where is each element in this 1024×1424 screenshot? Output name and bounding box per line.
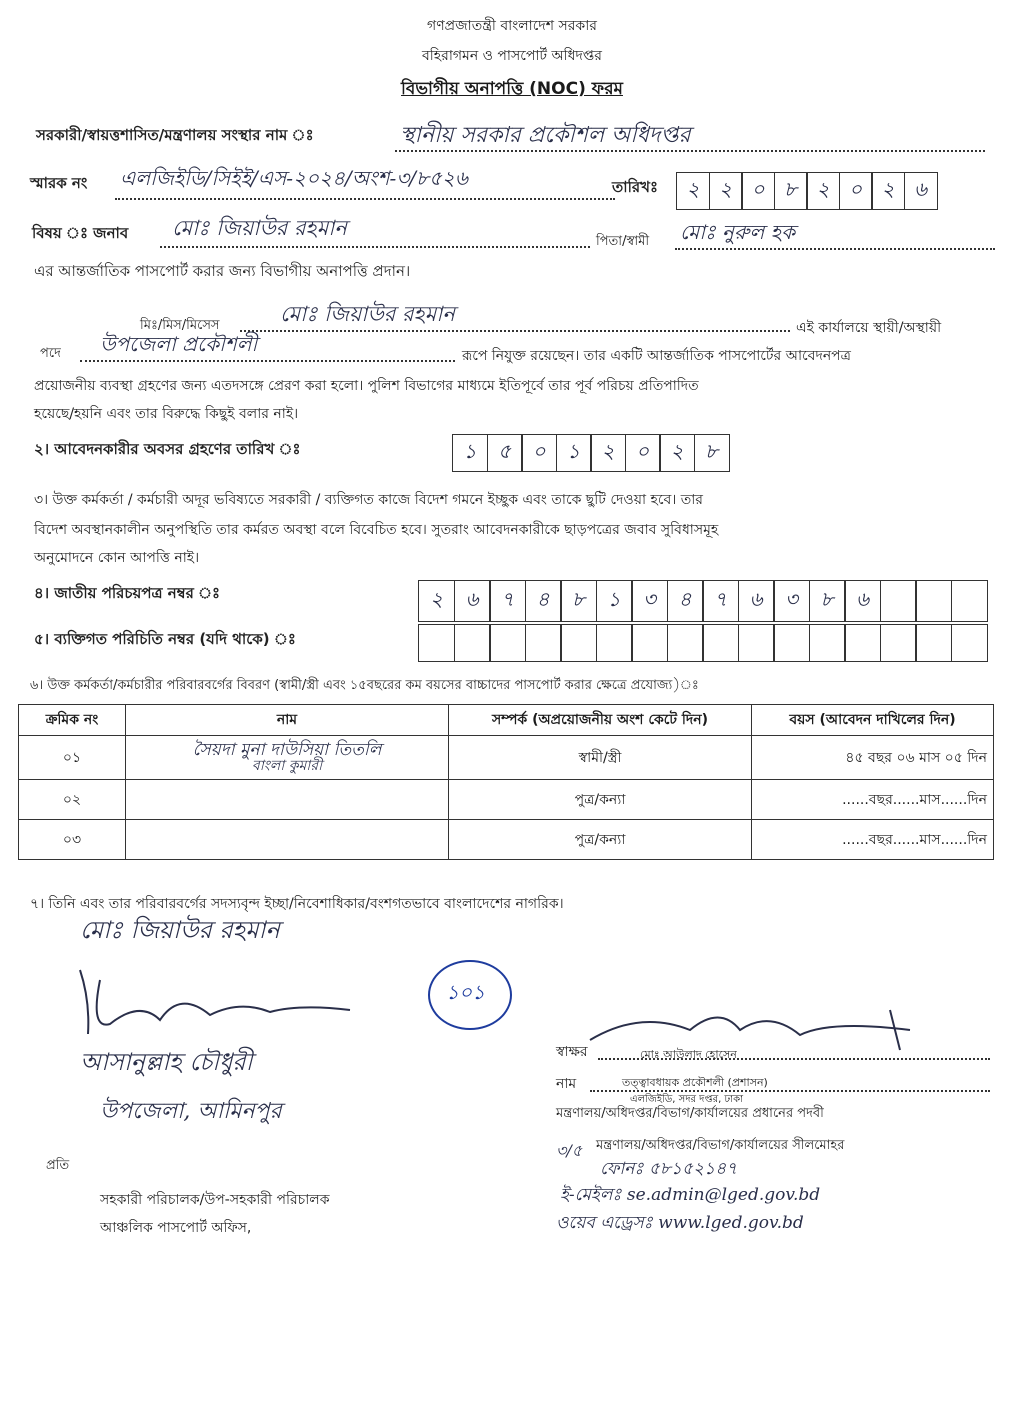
org-dotline — [395, 150, 985, 152]
digit-box — [915, 624, 952, 662]
digit-box: ৬ — [904, 172, 938, 210]
digit-box: ১ — [596, 580, 633, 622]
digit-box: ৪ — [525, 580, 562, 622]
citizen-hand: মোঃ জিয়াউর রহমান — [80, 916, 280, 944]
stamp-office: এলজিইডি, সদর দপ্তর, ঢাকা — [630, 1094, 743, 1105]
table-row — [19, 780, 994, 820]
digit-box: ৬ — [454, 580, 491, 622]
stamp-name: মোঃ আউলাদ হোসেন — [640, 1048, 737, 1061]
father-value: মোঃ নুরুল হক — [680, 220, 796, 244]
org-value: স্থানীয় সরকার প্রকৌশল অধিদপ্তর — [400, 123, 691, 148]
date-label: তারিখঃ — [612, 178, 658, 196]
mr-label: মিঃ/মিস/মিসেস — [140, 318, 220, 333]
digit-box — [880, 624, 917, 662]
digit-box: ০ — [839, 172, 873, 210]
pid-boxes — [418, 624, 986, 662]
mr-dotline — [240, 330, 790, 332]
row-age: ......বছর......মাস......দিন — [752, 780, 994, 820]
col-name: নাম — [126, 705, 449, 736]
seal-label: মন্ত্রণালয়/অধিদপ্তর/বিভাগ/কার্যালয়ের সীলমোহর — [596, 1138, 845, 1153]
digit-box: ৩ — [631, 580, 668, 622]
row-relation: পুত্র/কন্যা — [449, 780, 752, 820]
col-sl: ক্রমিক নং — [19, 705, 126, 736]
digit-box: ২ — [590, 434, 626, 472]
desig-label: মন্ত্রণালয়/অধিদপ্তর/বিভাগ/কার্যালয়ের প্রধানের পদবী — [556, 1106, 824, 1121]
memo-label: স্মারক নং — [30, 174, 88, 192]
retire-label: ২। আবেদনকারীর অবসর গ্রহণের তারিখ ঃ — [34, 440, 301, 458]
row-name — [126, 780, 449, 820]
father-dotline — [675, 248, 995, 250]
digit-box: ৮ — [694, 434, 730, 472]
name-label: নাম — [556, 1076, 577, 1092]
table-row — [19, 736, 994, 780]
para1-a: রূপে নিযুক্ত রয়েছেন। তার একটি আন্তর্জাতিক পাসপোর্টের আবেদনপত্র — [462, 348, 851, 364]
email-hand: ই-মেইলঃ se.admin@lged.gov.bd — [560, 1185, 821, 1205]
subject-value: মোঃ জিয়াউর রহমান — [172, 216, 347, 240]
subject-dotline — [160, 246, 590, 248]
digit-box: ৮ — [774, 172, 808, 210]
para3-b: বিদেশ অবস্থানকালীন অনুপস্থিতি তার কর্মরত অবস্থা বলে বিবেচিত হবে। সুতরাং আবেদনকারীকে ছাড়পত্রের জবাব সুবিধাসমূহ — [34, 522, 719, 538]
digit-box — [596, 624, 633, 662]
para3-c: অনুমোদনে কোন আপত্তি নাই। — [34, 550, 200, 566]
memo-dotline — [115, 198, 615, 200]
date-hand: ৩/৫ — [556, 1141, 583, 1160]
digit-box — [525, 624, 562, 662]
digit-box — [809, 624, 846, 662]
row-sl: ০২ — [19, 780, 126, 820]
digit-box: ১ — [452, 434, 488, 472]
date-boxes — [676, 172, 936, 210]
to-line1: সহকারী পরিচালক/উপ-সহকারী পরিচালক — [100, 1192, 330, 1208]
memo-value: এলজিইডি/সিইই/এস-২০২৪/অংশ-৩/৮৫২৬ — [120, 166, 468, 190]
org-label: সরকারী/স্বায়ত্তশাসিত/মন্ত্রণালয় সংস্থার নাম ঃ — [36, 126, 314, 144]
digit-box — [951, 580, 988, 622]
row-name — [126, 736, 449, 780]
family-table-header — [19, 705, 994, 736]
col-age: বয়স (আবেদন দাখিলের দিন) — [752, 705, 994, 736]
digit-box: ০ — [625, 434, 661, 472]
citizen-text: ৭। তিনি এবং তার পরিবারবর্গের সদস্যবৃন্দ ইচ্ছা/নিবেশাধিকার/বংশগতভাবে বাংলাদেশের নাগরিক। — [30, 896, 564, 912]
form-title — [0, 76, 1024, 104]
para1-b: প্রয়োজনীয় ব্যবস্থা গ্রহণের জন্য এতদসঙ্গে প্রেরণ করা হলো। পুলিশ বিভাগের মাধ্যমে ইতিপূর্বে তার পূর্ব পরিচয় প্রতিপাদিত — [34, 378, 699, 394]
to-line2: আঞ্চলিক পাসপোর্ট অফিস, — [100, 1220, 252, 1236]
stamp-number: ১০১ — [446, 980, 485, 1004]
digit-box — [418, 624, 455, 662]
digit-box: ৭ — [489, 580, 526, 622]
digit-box — [631, 624, 668, 662]
digit-box: ৪ — [667, 580, 704, 622]
post-value: উপজেলা প্রকৌশলী — [100, 332, 258, 356]
row-relation: পুত্র/কন্যা — [449, 820, 752, 860]
digit-box — [844, 624, 881, 662]
digit-box: ৫ — [487, 434, 523, 472]
header-line2: বহিরাগমন ও পাসপোর্ট অধিদপ্তর — [421, 48, 603, 64]
digit-box: ২ — [418, 580, 455, 622]
nid-label: ৪। জাতীয় পরিচয়পত্র নম্বর ঃ — [34, 584, 221, 602]
digit-box: ৩ — [773, 580, 810, 622]
left-signature — [70, 960, 390, 1040]
row-name-line1: সৈয়দা মুনা দাউসিয়া তিতলি — [192, 739, 382, 760]
digit-box: ২ — [709, 172, 743, 210]
table-row — [19, 820, 994, 860]
para3-a: ৩। উক্ত কর্মকর্তা / কর্মচারী অদূর ভবিষ্যতে সরকারী / ব্যক্তিগত কাজে বিদেশ গমনে ইচ্ছুক এবং তাকে ছুটি দেওয়া হবে। তার — [34, 492, 703, 508]
row-sl: ০৩ — [19, 820, 126, 860]
digit-box — [454, 624, 491, 662]
digit-box: ২ — [871, 172, 905, 210]
digit-box — [489, 624, 526, 662]
family-table — [18, 704, 994, 860]
digit-box — [702, 624, 739, 662]
sign-label: স্বাক্ষর — [556, 1044, 588, 1060]
father-label: পিতা/স্বামী — [596, 234, 650, 249]
digit-box: ০ — [521, 434, 557, 472]
digit-box: ২ — [676, 172, 710, 210]
digit-box — [951, 624, 988, 662]
form-title-text: বিভাগীয় অনাপত্তি (NOC) ফরম — [401, 79, 623, 99]
digit-box: ৮ — [560, 580, 597, 622]
left-name-hand: আসানুল্লাহ চৌধুরী — [80, 1048, 253, 1076]
subject-label: বিষয় ঃ জনাব — [32, 224, 129, 242]
digit-box: ১ — [556, 434, 592, 472]
nid-boxes — [418, 580, 986, 622]
digit-box: ৬ — [738, 580, 775, 622]
row-name — [126, 820, 449, 860]
left-desig-hand: উপজেলা, আমিনপুর — [100, 1099, 282, 1124]
row-age: ......বছর......মাস......দিন — [752, 820, 994, 860]
digit-box: ২ — [806, 172, 840, 210]
digit-box: ৬ — [844, 580, 881, 622]
pid-label: ৫। ব্যক্তিগত পরিচিতি নম্বর (যদি থাকে) ঃ — [34, 630, 296, 648]
row-name-line2: বাংলা কুমারী — [251, 757, 323, 774]
to-prefix: প্রতি — [46, 1158, 70, 1173]
phone-hand: ফোনঃ ৫৮১৫২১৪৭ — [600, 1159, 738, 1179]
header-line1: গণপ্রজাতন্ত্রী বাংলাদেশ সরকার — [427, 18, 597, 34]
row-sl: ০১ — [19, 736, 126, 780]
digit-box — [773, 624, 810, 662]
right-signature — [580, 1000, 940, 1060]
row-relation: স্বামী/স্ত্রী — [449, 736, 752, 780]
family-heading: ৬। উক্ত কর্মকর্তা/কর্মচারীর পরিবারবর্গের বিবরণ (স্বামী/স্ত্রী এবং ১৫বছরের কম বয়সের বাচ্চাদের পাসপোর্ট করার ক্ষেত্রে প্রযোজ্য)ঃ — [30, 678, 699, 693]
digit-box: ২ — [659, 434, 695, 472]
digit-box — [738, 624, 775, 662]
digit-box: ৮ — [809, 580, 846, 622]
web-hand: ওয়েব এড্রেসঃ www.lged.gov.bd — [556, 1213, 804, 1233]
digit-box — [915, 580, 952, 622]
retire-boxes — [452, 434, 728, 472]
digit-box — [880, 580, 917, 622]
para1-c: হয়েছে/হয়নি এবং তার বিরুদ্ধে কিছুই বলার নাই। — [34, 406, 299, 422]
digit-box — [560, 624, 597, 662]
mr-value: মোঃ জিয়াউর রহমান — [280, 302, 455, 326]
subject-line2: এর আন্তর্জাতিক পাসপোর্ট করার জন্য বিভাগীয় অনাপত্তি প্রদান। — [34, 262, 411, 280]
post-dotline — [80, 360, 455, 362]
post-label: পদে — [40, 346, 61, 361]
digit-box: ৭ — [702, 580, 739, 622]
digit-box: ০ — [741, 172, 775, 210]
stamp-desig: তত্ত্বাবধায়ক প্রকৌশলী (প্রশাসন) — [622, 1076, 768, 1089]
digit-box — [667, 624, 704, 662]
office-text: এই কার্যালয়ে স্থায়ী/অস্থায়ী — [796, 320, 942, 336]
row-age: ৪৫ বছর ০৬ মাস ০৫ দিন — [752, 736, 994, 780]
col-relation: সম্পর্ক (অপ্রয়োজনীয় অংশ কেটে দিন) — [449, 705, 752, 736]
